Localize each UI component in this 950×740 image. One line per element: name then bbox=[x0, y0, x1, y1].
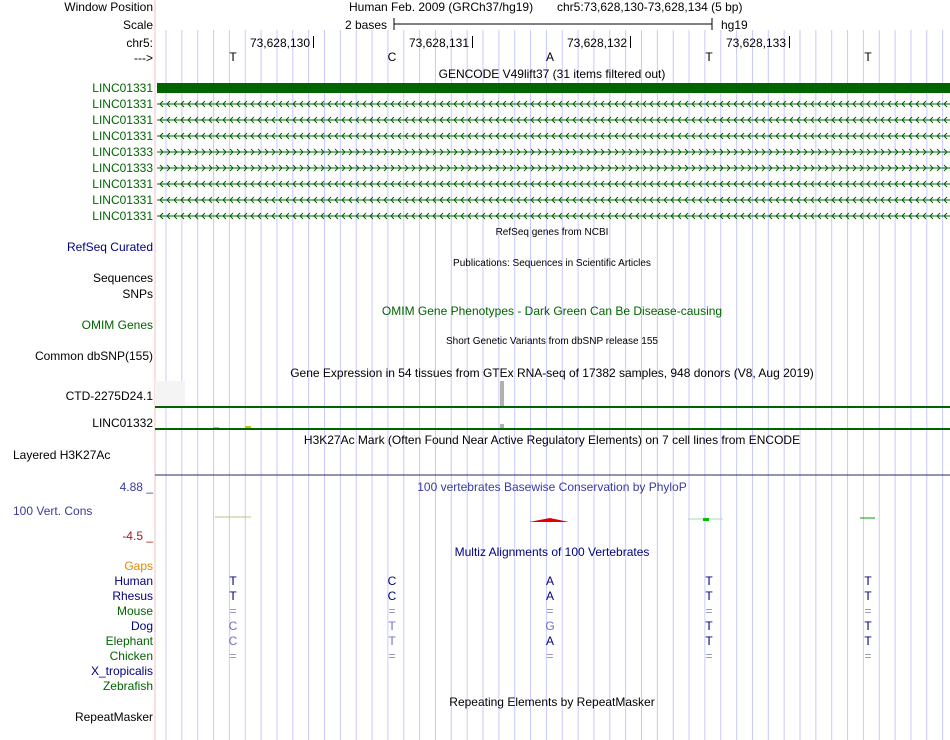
alignment-base: T bbox=[229, 574, 237, 588]
alignment-base: = bbox=[229, 604, 237, 618]
gtex-track[interactable] bbox=[155, 380, 950, 432]
alignment-base: T bbox=[864, 634, 872, 648]
alignment-base: A bbox=[545, 634, 554, 648]
gencode-gene-feature[interactable] bbox=[155, 145, 950, 159]
alignment-base: A bbox=[545, 589, 554, 603]
phylop-track[interactable] bbox=[155, 510, 950, 530]
phylop-min-label: -4.5 _ bbox=[122, 529, 153, 543]
alignment-base: T bbox=[705, 619, 713, 633]
dbsnp-title: Short Genetic Variants from dbSNP release 155 bbox=[446, 336, 658, 347]
scale-bar bbox=[390, 16, 720, 32]
alignment-base: = bbox=[546, 649, 554, 663]
sequence-base: T bbox=[229, 50, 237, 64]
pubs-snps-label[interactable]: SNPs bbox=[122, 287, 153, 301]
omim-title: OMIM Gene Phenotypes - Dark Green Can Be Disease-causing bbox=[381, 304, 723, 318]
gencode-gene-feature[interactable] bbox=[155, 81, 950, 95]
sequence-base: T bbox=[864, 50, 872, 64]
gencode-gene-label[interactable]: LINC01331 bbox=[92, 81, 153, 95]
h3k27ac-label[interactable]: Layered H3K27Ac bbox=[13, 448, 111, 462]
omim-label[interactable]: OMIM Genes bbox=[81, 318, 153, 332]
gencode-gene-feature[interactable] bbox=[155, 209, 950, 223]
gencode-gene-label[interactable]: LINC01333 bbox=[92, 145, 153, 159]
dbsnp-label[interactable]: Common dbSNP(155) bbox=[34, 349, 153, 363]
coordinate-label: 73,628,133 bbox=[725, 36, 786, 50]
alignment-base: T bbox=[705, 574, 713, 588]
gencode-title: GENCODE V49lift37 (31 items filtered out) bbox=[438, 67, 666, 81]
alignment-base: = bbox=[388, 604, 396, 618]
species-label[interactable]: X_tropicalis bbox=[90, 664, 153, 678]
gencode-gene-feature[interactable] bbox=[155, 113, 950, 127]
phylop-max-label: 4.88 _ bbox=[119, 480, 153, 494]
species-label[interactable]: Elephant bbox=[105, 634, 153, 648]
gtex-title: Gene Expression in 54 tissues from GTEx RNA-seq of 17382 samples, 948 donors (V8, Aug 2019) bbox=[290, 366, 814, 380]
alignment-base: A bbox=[545, 574, 554, 588]
coordinate-tick bbox=[313, 36, 314, 48]
coordinate-label: 73,628,130 bbox=[249, 36, 310, 50]
alignment-base: = bbox=[546, 604, 554, 618]
alignment-base: T bbox=[229, 589, 237, 603]
scale-label: Scale bbox=[122, 18, 153, 32]
coordinate-label: 73,628,131 bbox=[408, 36, 469, 50]
gencode-gene-label[interactable]: LINC01331 bbox=[92, 177, 153, 191]
phylop-title: 100 vertebrates Basewise Conservation by PhyloP bbox=[417, 480, 687, 494]
h3k27ac-track[interactable] bbox=[155, 470, 950, 480]
h3k27ac-title: H3K27Ac Mark (Often Found Near Active Regulatory Elements) on 7 cell lines from ENCODE bbox=[303, 433, 801, 447]
refseq-title: RefSeq genes from NCBI bbox=[495, 227, 609, 238]
scale-text: 2 bases bbox=[345, 18, 388, 32]
alignment-base: C bbox=[228, 619, 238, 633]
strand-label: ---> bbox=[134, 51, 153, 65]
coordinate-tick bbox=[472, 36, 473, 48]
coordinate-tick bbox=[630, 36, 631, 48]
gaps-label: Gaps bbox=[124, 559, 153, 573]
alignment-base: C bbox=[387, 574, 397, 588]
phylop-label[interactable]: 100 Vert. Cons bbox=[13, 504, 93, 518]
species-label[interactable]: Rhesus bbox=[112, 589, 153, 603]
repeatmasker-title: Repeating Elements by RepeatMasker bbox=[449, 695, 655, 709]
alignment-base: T bbox=[864, 619, 872, 633]
alignment-base: C bbox=[387, 589, 397, 603]
alignment-base: = bbox=[864, 604, 872, 618]
alignment-base: G bbox=[545, 619, 555, 633]
refseq-label[interactable]: RefSeq Curated bbox=[66, 240, 153, 254]
alignment-base: C bbox=[228, 634, 238, 648]
gencode-gene-label[interactable]: LINC01331 bbox=[92, 113, 153, 127]
position-title: chr5:73,628,130-73,628,134 (5 bp) bbox=[557, 0, 743, 14]
alignment-base: T bbox=[705, 634, 713, 648]
sequence-base: C bbox=[387, 50, 397, 64]
alignment-base: T bbox=[388, 619, 396, 633]
sequence-base: T bbox=[705, 50, 713, 64]
alignment-base: = bbox=[229, 649, 237, 663]
multiz-title: Multiz Alignments of 100 Vertebrates bbox=[454, 545, 650, 559]
gencode-gene-feature[interactable] bbox=[155, 97, 950, 111]
gtex-label-linc01332[interactable]: LINC01332 bbox=[92, 416, 153, 430]
gencode-gene-label[interactable]: LINC01333 bbox=[92, 161, 153, 175]
gencode-gene-feature[interactable] bbox=[155, 193, 950, 207]
assembly-title: Human Feb. 2009 (GRCh37/hg19) bbox=[349, 0, 534, 14]
alignment-base: = bbox=[864, 649, 872, 663]
chr-label: chr5: bbox=[126, 36, 153, 50]
alignment-base: = bbox=[705, 604, 713, 618]
gencode-gene-label[interactable]: LINC01331 bbox=[92, 97, 153, 111]
species-label[interactable]: Human bbox=[114, 574, 153, 588]
gencode-gene-label[interactable]: LINC01331 bbox=[92, 209, 153, 223]
gencode-gene-feature[interactable] bbox=[155, 177, 950, 191]
gtex-label-ctd[interactable]: CTD-2275D24.1 bbox=[65, 389, 153, 403]
species-label[interactable]: Zebrafish bbox=[102, 679, 153, 693]
gencode-gene-feature[interactable] bbox=[155, 129, 950, 143]
gencode-gene-label[interactable]: LINC01331 bbox=[92, 129, 153, 143]
alignment-base: = bbox=[388, 649, 396, 663]
coordinate-label: 73,628,132 bbox=[566, 36, 627, 50]
gencode-gene-label[interactable]: LINC01331 bbox=[92, 193, 153, 207]
alignment-base: T bbox=[705, 589, 713, 603]
species-label[interactable]: Chicken bbox=[109, 649, 153, 663]
repeatmasker-label[interactable]: RepeatMasker bbox=[74, 710, 153, 724]
window-position-label: Window Position bbox=[64, 0, 153, 14]
alignment-base: T bbox=[864, 589, 872, 603]
sequence-base: A bbox=[545, 50, 554, 64]
coordinate-tick bbox=[789, 36, 790, 48]
species-label[interactable]: Mouse bbox=[116, 604, 153, 618]
pubs-sequences-label[interactable]: Sequences bbox=[92, 271, 153, 285]
alignment-base: T bbox=[864, 574, 872, 588]
db-label: hg19 bbox=[721, 18, 748, 32]
alignment-base: T bbox=[388, 634, 396, 648]
pubs-title: Publications: Sequences in Scientific Articles bbox=[453, 258, 651, 269]
alignment-base: = bbox=[705, 649, 713, 663]
species-label[interactable]: Dog bbox=[130, 619, 153, 633]
gencode-gene-feature[interactable] bbox=[155, 161, 950, 175]
